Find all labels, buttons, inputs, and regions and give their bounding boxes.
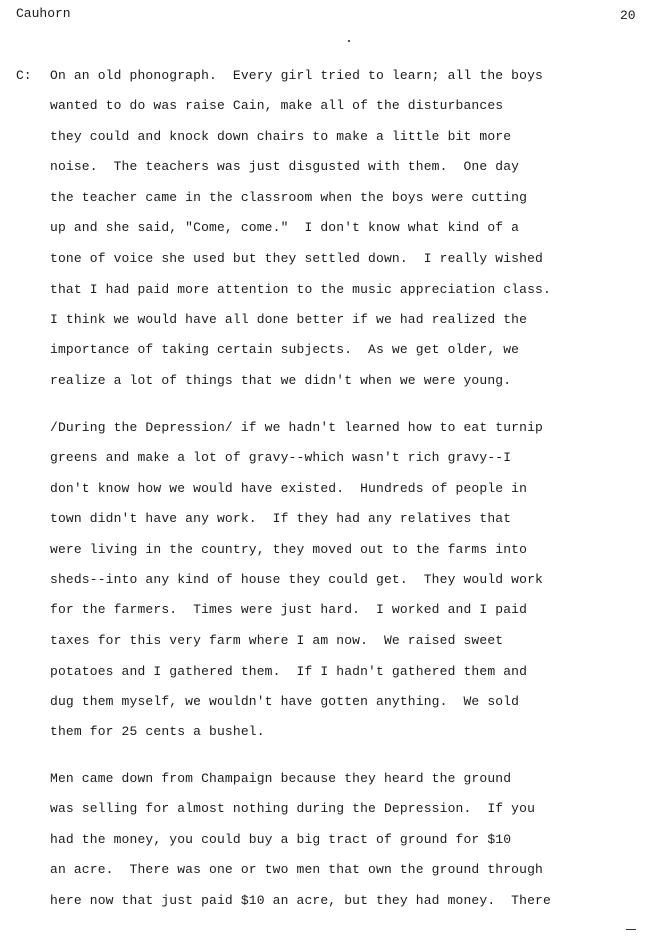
text-line: I think we would have all done better if we had realized the xyxy=(50,312,528,327)
text-line: dug them myself, we wouldn't have gotten anything. We sold xyxy=(50,694,520,709)
text-line: were living in the country, they moved out to the farms into xyxy=(50,542,528,557)
text-line: On an old phonograph. Every girl tried to learn; all the boys xyxy=(50,68,543,83)
text-line: /During the Depression/ if we hadn't learned how to eat turnip xyxy=(50,420,543,435)
text-line: that I had paid more attention to the music appreciation class. xyxy=(50,282,551,297)
text-line: up and she said, "Come, come." I don't know what kind of a xyxy=(50,220,520,235)
text-line: an acre. There was one or two men that own the ground through xyxy=(50,862,543,877)
text-line: them for 25 cents a bushel. xyxy=(50,724,265,739)
text-line: wanted to do was raise Cain, make all of the disturbances xyxy=(50,98,504,113)
text-line: for the farmers. Times were just hard. I worked and I paid xyxy=(50,602,528,617)
speaker-label: C: xyxy=(16,68,32,83)
scan-mark xyxy=(626,929,636,930)
scan-speck xyxy=(348,40,350,42)
text-line: don't know how we would have existed. Hundreds of people in xyxy=(50,481,528,496)
text-line: realize a lot of things that we didn't when we were young. xyxy=(50,373,512,388)
text-line: the teacher came in the classroom when the boys were cutting xyxy=(50,190,528,205)
text-line: they could and knock down chairs to make a little bit more xyxy=(50,129,512,144)
text-line: noise. The teachers was just disgusted with them. One day xyxy=(50,159,520,174)
text-line: greens and make a lot of gravy--which wasn't rich gravy--I xyxy=(50,450,512,465)
text-line: Men came down from Champaign because they heard the ground xyxy=(50,771,512,786)
page-number: 20 xyxy=(620,8,636,23)
text-line: tone of voice she used but they settled down. I really wished xyxy=(50,251,543,266)
text-line: sheds--into any kind of house they could get. They would work xyxy=(50,572,543,587)
text-line: taxes for this very farm where I am now. We raised sweet xyxy=(50,633,504,648)
text-line: had the money, you could buy a big tract of ground for $10 xyxy=(50,832,512,847)
header-interviewee-name: Cauhorn xyxy=(16,6,71,21)
text-line: potatoes and I gathered them. If I hadn't gathered them and xyxy=(50,664,528,679)
text-line: town didn't have any work. If they had any relatives that xyxy=(50,511,512,526)
text-line: was selling for almost nothing during the Depression. If you xyxy=(50,801,536,816)
text-line: here now that just paid $10 an acre, but they had money. There xyxy=(50,893,551,908)
text-line: importance of taking certain subjects. As we get older, we xyxy=(50,342,520,357)
